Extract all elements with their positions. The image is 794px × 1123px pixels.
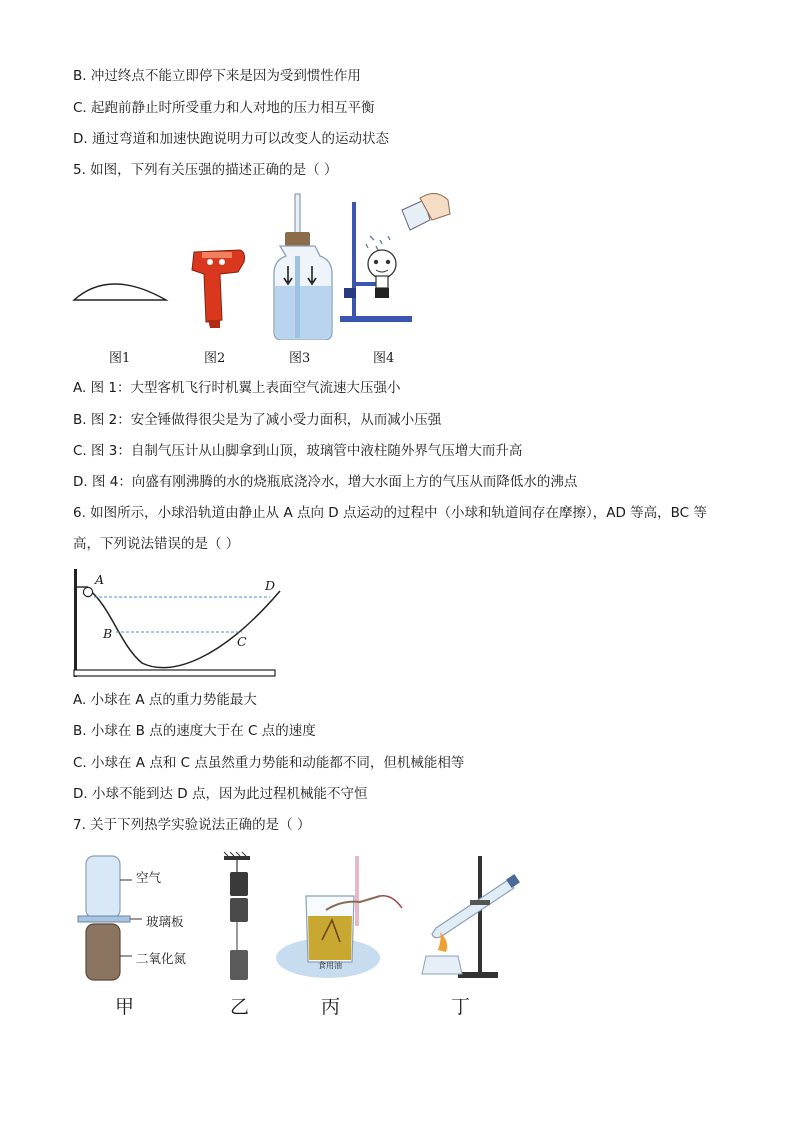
fig4-caption: 图4 [373, 351, 395, 366]
oil-label: 食用油 [318, 961, 342, 970]
lead-blocks-figure [224, 852, 250, 980]
q7-stem: 7. 关于下列热学实验说法正确的是（ ） [73, 817, 311, 833]
q6-option-b: B. 小球在 B 点的速度大于在 C 点的速度 [73, 723, 316, 739]
q5-option-a: A. 图 1：大型客机飞行时机翼上表面空气流速大压强小 [73, 380, 401, 396]
q6-option-c: C. 小球在 A 点和 C 点虽然重力势能和动能都不同，但机械能相等 [73, 755, 465, 771]
point-a-label: A [95, 572, 105, 587]
wing-figure [74, 284, 166, 300]
barometer-bottle-figure [274, 194, 332, 340]
q4-option-c: C. 起跑前静止时所受重力和人对地的压力相互平衡 [73, 100, 375, 116]
point-d-label: D [265, 578, 276, 593]
fig3-caption: 图3 [289, 351, 311, 366]
q4-option-d: D. 通过弯道和加速快跑说明力可以改变人的运动状态 [73, 131, 389, 147]
gas-diffusion-figure [78, 856, 142, 980]
air-label: 空气 [136, 870, 162, 885]
point-b-label: B [103, 626, 113, 641]
fig-yi-caption: 乙 [230, 996, 250, 1018]
q5-option-d: D. 图 4：向盛有刚沸腾的水的烧瓶底浇冷水，增大水面上方的气压从而降低水的沸点 [73, 474, 578, 490]
q6-option-a: A. 小球在 A 点的重力势能最大 [73, 692, 257, 708]
q5-figures [70, 190, 470, 340]
fig2-caption: 图2 [204, 351, 226, 366]
safety-hammer-figure [192, 250, 245, 328]
q6-stem-line2: 高，下列说法错误的是（ ） [73, 536, 240, 552]
fig1-caption: 图1 [109, 351, 131, 366]
test-tube-heating-figure [422, 856, 520, 978]
fig-jia-caption: 甲 [115, 996, 135, 1018]
point-c-label: C [237, 634, 247, 649]
q4-option-b: B. 冲过终点不能立即停下来是因为受到惯性作用 [73, 68, 361, 84]
flask-stand-figure [340, 193, 450, 322]
q5-stem: 5. 如图，下列有关压强的描述正确的是（ ） [73, 162, 338, 178]
q6-stem-line1: 6. 如图所示，小球沿轨道由静止从 A 点向 D 点运动的过程中（小球和轨道间存在摩擦），AD 等高，BC 等 [73, 505, 707, 521]
glass-plate-label: 玻璃板 [146, 914, 184, 929]
no2-label: 二氧化氮 [136, 951, 187, 966]
fig-bing-caption: 丙 [321, 996, 341, 1018]
q6-option-d: D. 小球不能到达 D 点，因为此过程机械能不守恒 [73, 786, 368, 802]
q5-option-b: B. 图 2：安全锤做得很尖是为了减小受力面积，从而减小压强 [73, 412, 442, 428]
q5-option-c: C. 图 3：自制气压计从山脚拿到山顶，玻璃管中液柱随外界气压增大而升高 [73, 443, 523, 459]
fig-ding-caption: 丁 [451, 996, 471, 1018]
